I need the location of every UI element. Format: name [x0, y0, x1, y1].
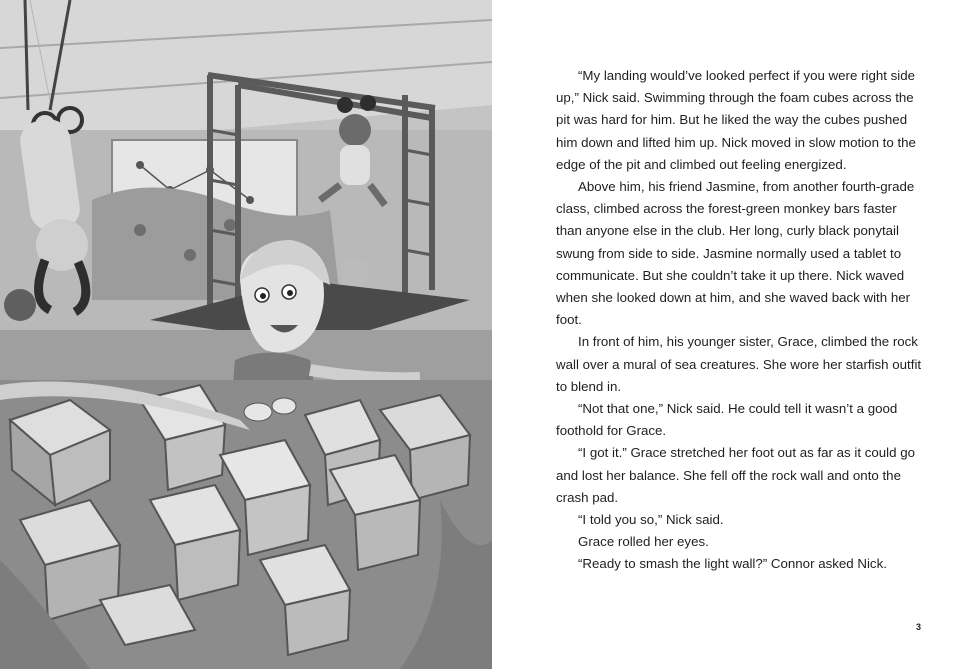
- paragraph: “Not that one,” Nick said. He could tell it wasn’t a good foothold for Grace.: [556, 401, 898, 439]
- paragraph: “I told you so,” Nick said.: [578, 512, 724, 528]
- page-number: 3: [916, 622, 922, 632]
- paragraph: Above him, his friend Jasmine, from another fourth-grade class, climbed across the forest-green monkey bars faster than anyone else in the club. Her long, curly black ponytail swung from side to side. Jasmine normally used a tablet to communicate. But she couldn’t take it up there. Nick waved when she looked down at him, and she waved back with her foot.: [556, 179, 915, 328]
- story-text: [556, 65, 926, 576]
- paragraph: “I got it.” Grace stretched her foot out as far as it could go and lost her balance. She fell off the rock wall and onto the crash pad.: [556, 445, 916, 505]
- paragraph: “Ready to smash the light wall?” Connor asked Nick.: [578, 556, 887, 572]
- text-page: [492, 0, 980, 669]
- paragraph: Grace rolled her eyes.: [578, 534, 709, 550]
- paragraph: In front of him, his younger sister, Grace, climbed the rock wall over a mural of sea creatures. She wore her starfish outfit to blend in.: [556, 334, 922, 394]
- paragraph: “My landing would’ve looked perfect if you were right side up,” Nick said. Swimming through the foam cubes across the pit was hard for him. But he liked the way the cubes pushed him down and lifted him up. Nick moved in slow motion to the edge of the pit and climbed out feeling energized.: [556, 68, 916, 172]
